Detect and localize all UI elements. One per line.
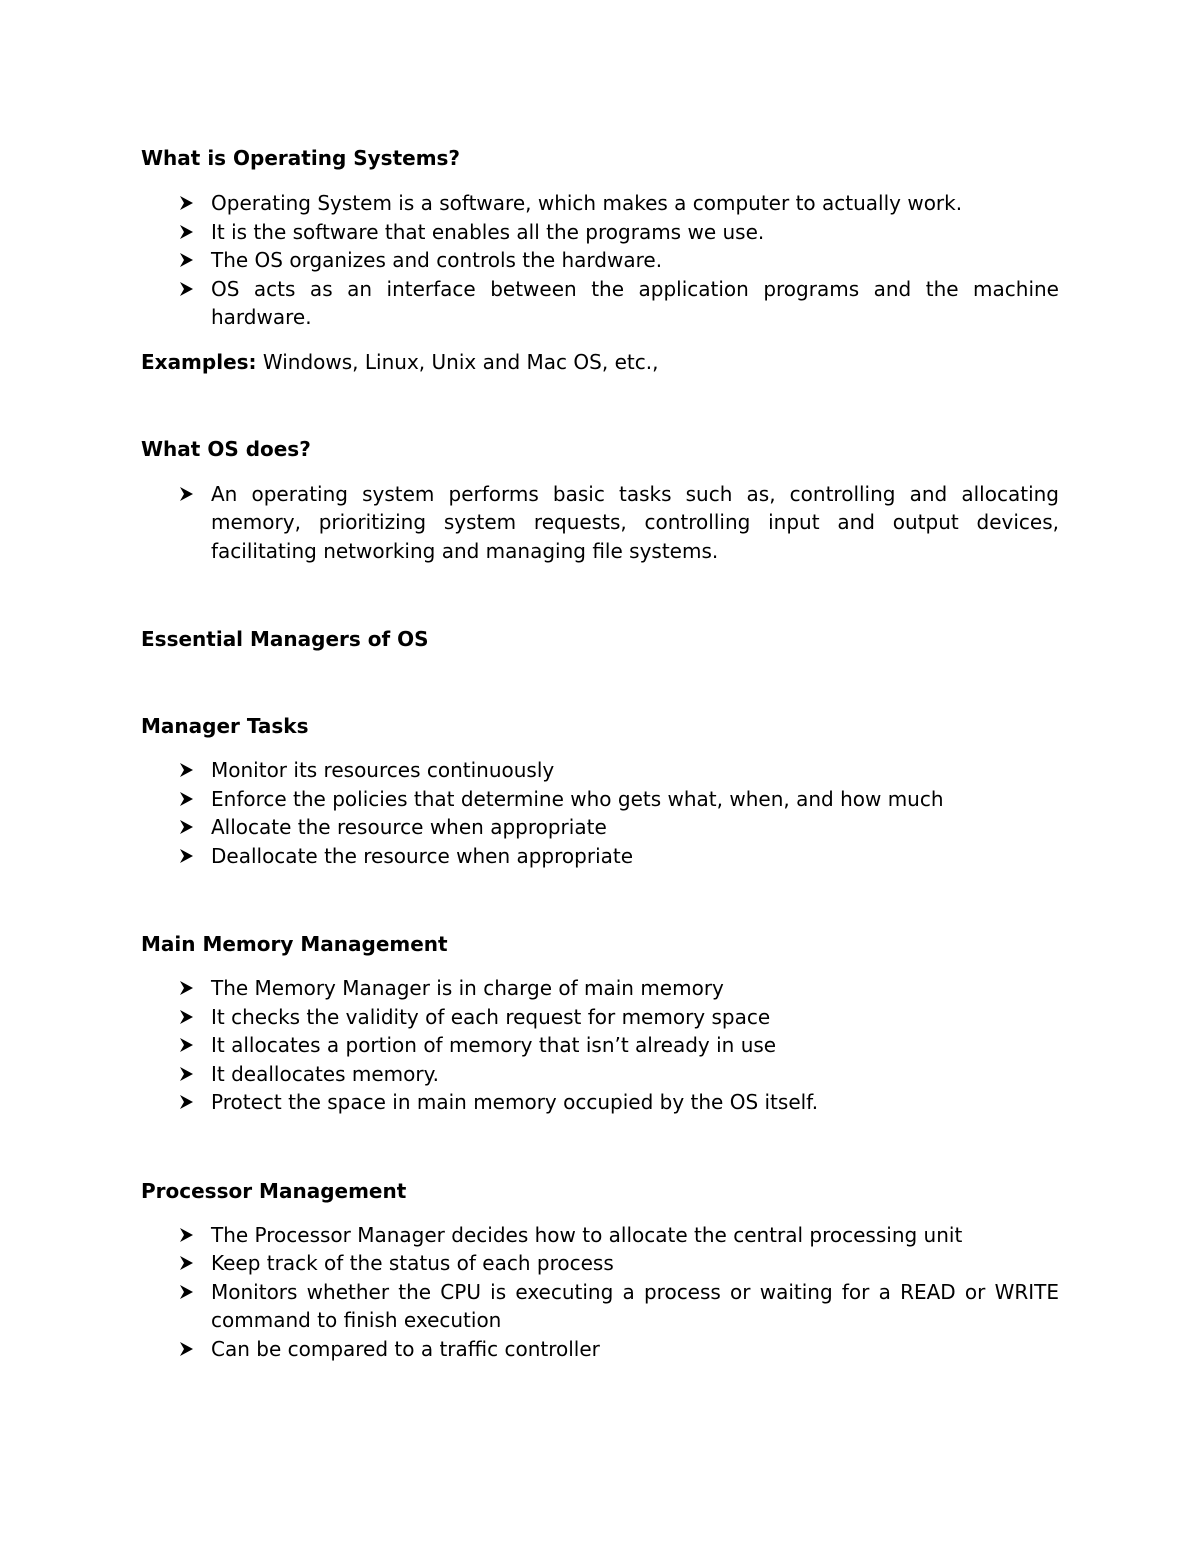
list-item: The OS organizes and controls the hardware. [141, 246, 1059, 275]
main-memory-list [141, 974, 1059, 1117]
arrow-bullet-icon [177, 218, 197, 246]
section-heading-what-is-os: What is Operating Systems? [141, 146, 461, 170]
list-item: Deallocate the resource when appropriate [141, 842, 1059, 871]
list-item: Can be compared to a traffic controller [141, 1335, 1059, 1364]
section-heading-main-memory: Main Memory Management [141, 932, 448, 956]
list-item: Operating System is a software, which makes a computer to actually work. [141, 189, 1059, 218]
list-item: Keep track of the status of each process [141, 1249, 1059, 1278]
arrow-bullet-icon [177, 756, 197, 784]
list-item: It checks the validity of each request for memory space [141, 1003, 1059, 1032]
list-item: The Memory Manager is in charge of main memory [141, 974, 1059, 1003]
arrow-bullet-icon [177, 1278, 197, 1306]
list-item: OS acts as an interface between the application programs and the machine hardware. [141, 275, 1059, 332]
arrow-bullet-icon [177, 189, 197, 217]
list-item: It is the software that enables all the programs we use. [141, 218, 1059, 247]
list-item: Protect the space in main memory occupied by the OS itself. [141, 1088, 1059, 1117]
arrow-bullet-icon [177, 1335, 197, 1363]
list-item: Monitors whether the CPU is executing a process or waiting for a READ or WRITE command to finish execution [141, 1278, 1059, 1335]
list-item: Allocate the resource when appropriate [141, 813, 1059, 842]
processor-list [141, 1221, 1059, 1364]
arrow-bullet-icon [177, 1031, 197, 1059]
arrow-bullet-icon [177, 246, 197, 274]
examples-label: Examples: [141, 349, 257, 374]
arrow-bullet-icon [177, 842, 197, 870]
examples-line [141, 348, 1059, 376]
list-item: Enforce the policies that determine who gets what, when, and how much [141, 785, 1059, 814]
manager-tasks-list [141, 756, 1059, 870]
arrow-bullet-icon [177, 785, 197, 813]
list-item: The Processor Manager decides how to allocate the central processing unit [141, 1221, 1059, 1250]
list-item: It allocates a portion of memory that isn’t already in use [141, 1031, 1059, 1060]
arrow-bullet-icon [177, 1088, 197, 1116]
what-is-os-list [141, 189, 1059, 332]
list-item: It deallocates memory. [141, 1060, 1059, 1089]
arrow-bullet-icon [177, 1249, 197, 1277]
arrow-bullet-icon [177, 1060, 197, 1088]
section-heading-essential-managers: Essential Managers of OS [141, 627, 429, 651]
arrow-bullet-icon [177, 813, 197, 841]
examples-text: Windows, Linux, Unix and Mac OS, etc., [256, 349, 659, 374]
arrow-bullet-icon [177, 480, 197, 508]
list-item: Monitor its resources continuously [141, 756, 1059, 785]
section-heading-processor: Processor Management [141, 1178, 407, 1203]
arrow-bullet-icon [177, 275, 197, 303]
arrow-bullet-icon [177, 1221, 197, 1249]
what-os-does-list [141, 480, 1059, 566]
arrow-bullet-icon [177, 1003, 197, 1031]
section-heading-manager-tasks: Manager Tasks [141, 714, 309, 738]
arrow-bullet-icon [177, 974, 197, 1002]
list-item: An operating system performs basic tasks such as, controlling and allocating memory, prioritizing system requests, controlling input and output devices, facilitating networking and managing file systems. [141, 480, 1059, 566]
document-page [141, 140, 1059, 1363]
section-heading-what-os-does: What OS does? [141, 436, 311, 461]
